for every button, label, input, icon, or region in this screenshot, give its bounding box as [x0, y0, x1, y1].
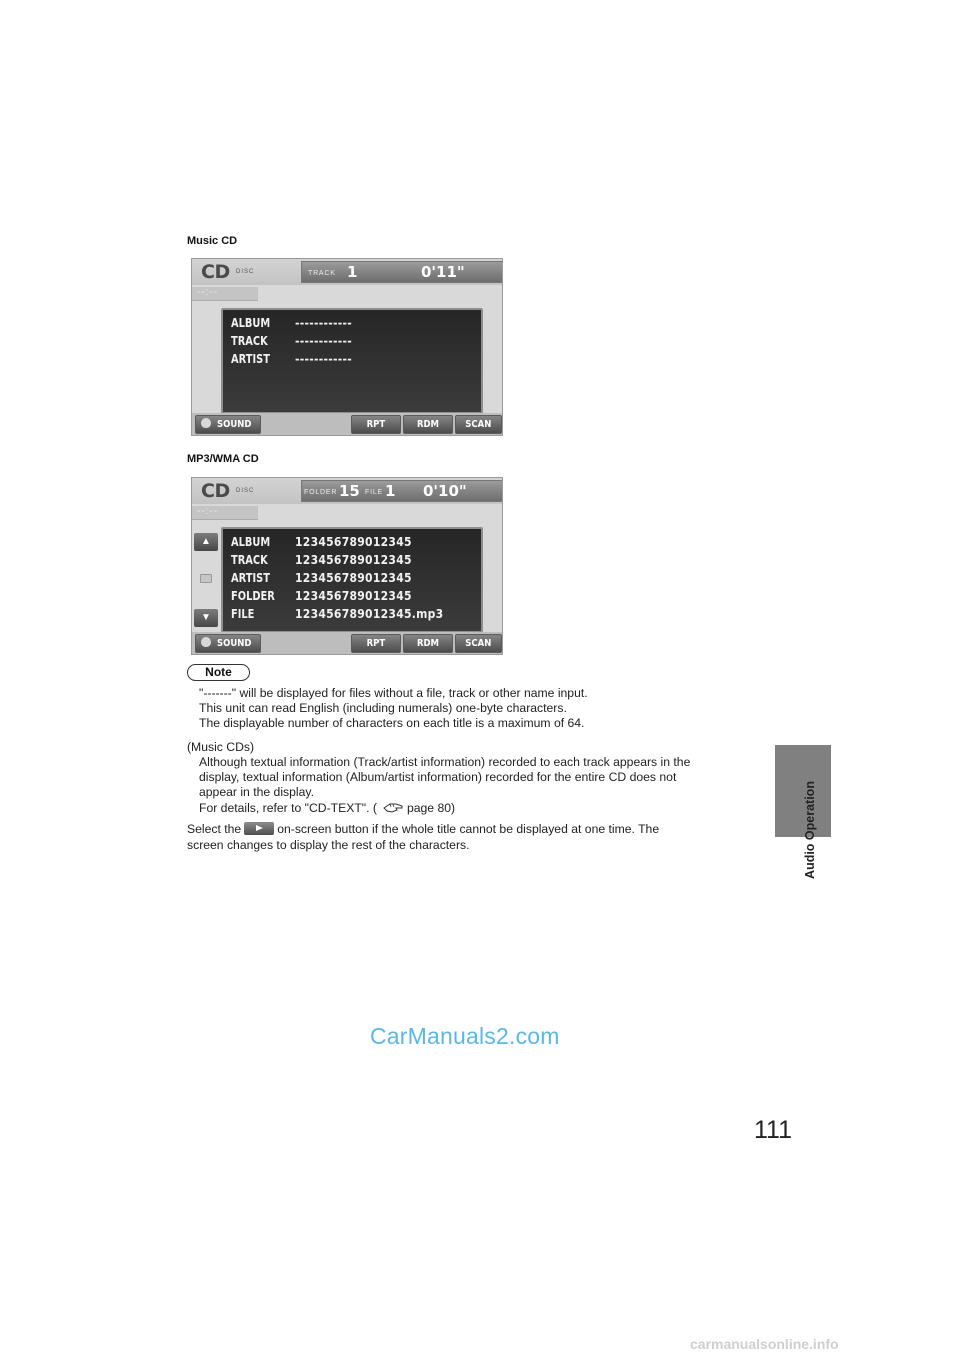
music-cds-heading: (Music CDs) — [187, 740, 255, 754]
music-cds-line: display, textual information (Album/artist information) recorded for the entire CD does not — [199, 770, 677, 784]
cd-logo: CD — [201, 261, 230, 283]
info-row-file: FILE 123456789012345.mp3 — [231, 607, 444, 621]
play-forward-icon — [244, 822, 274, 835]
note-line: This unit can read English (including numerals) one-byte characters. — [199, 701, 567, 715]
info-row-folder: FOLDER 123456789012345 — [231, 589, 412, 603]
text-info-panel — [221, 527, 483, 633]
file-number: 1 — [385, 482, 396, 500]
music-cd-screen — [191, 258, 503, 436]
info-row-album: ALBUM 123456789012345 — [231, 535, 412, 549]
track-label: TRACK — [308, 270, 336, 277]
sound-button[interactable]: SOUND — [195, 415, 261, 434]
info-row-album: ALBUM ------------ — [231, 316, 353, 330]
screen-header — [192, 478, 502, 504]
cd-logo: CD — [201, 480, 230, 502]
play-time: 0'11" — [421, 263, 465, 281]
sound-button[interactable]: SOUND — [195, 634, 261, 653]
details-reference: For details, refer to "CD-TEXT". ( page 80) — [199, 801, 456, 815]
sound-icon — [201, 637, 211, 647]
screen-footer — [192, 413, 502, 435]
screen-footer — [192, 632, 502, 654]
play-time: 0'10" — [423, 482, 467, 500]
select-instruction-line2: screen changes to display the rest of the characters. — [187, 838, 470, 852]
clock: --:-- — [197, 287, 219, 298]
page-number: 111 — [754, 1116, 793, 1144]
file-label: FILE — [365, 489, 383, 496]
info-row-track: TRACK 123456789012345 — [231, 553, 412, 567]
disc-label: DISC — [236, 269, 255, 275]
info-row-artist: ARTIST 123456789012345 — [231, 571, 412, 585]
reference-hand-icon — [383, 802, 403, 813]
scan-button[interactable]: SCAN — [455, 415, 502, 434]
rdm-button[interactable]: RDM — [403, 634, 453, 653]
disc-label: DISC — [236, 488, 255, 494]
sound-icon — [201, 418, 211, 428]
note-line: "-------" will be displayed for files without a file, track or other name input. — [199, 686, 588, 700]
mp3-cd-caption: MP3/WMA CD — [187, 453, 259, 465]
track-number: 1 — [347, 263, 358, 281]
music-cds-line: Although textual information (Track/artist information) recorded to each track appears in the — [199, 755, 691, 769]
scroll-down-button[interactable]: ▼ — [194, 609, 218, 627]
info-row-track: TRACK ------------ — [231, 334, 353, 348]
folder-number: 15 — [339, 482, 360, 500]
rpt-button[interactable]: RPT — [351, 415, 401, 434]
watermark-carmanualsonline: carmanualsonline.info — [690, 1336, 839, 1352]
info-row-artist: ARTIST ------------ — [231, 352, 353, 366]
text-info-panel — [221, 308, 483, 414]
scroll-up-button[interactable]: ▲ — [194, 533, 218, 551]
folder-icon — [200, 574, 212, 583]
watermark-carmanuals2: CarManuals2.com — [370, 1023, 560, 1049]
clock-bar — [192, 506, 258, 520]
clock: --:-- — [197, 506, 219, 517]
select-instruction: Select the on-screen button if the whole title cannot be displayed at one time. The — [187, 822, 660, 836]
track-info-bar — [301, 261, 503, 283]
screen-header — [192, 259, 502, 285]
rpt-button[interactable]: RPT — [351, 634, 401, 653]
scan-button[interactable]: SCAN — [455, 634, 502, 653]
note-badge: Note — [187, 664, 250, 681]
clock-bar — [192, 287, 258, 301]
folder-label: FOLDER — [304, 489, 338, 496]
mp3-cd-screen — [191, 477, 503, 655]
rdm-button[interactable]: RDM — [403, 415, 453, 434]
music-cds-line: appear in the display. — [199, 785, 314, 799]
note-line: The displayable number of characters on each title is a maximum of 64. — [199, 716, 585, 730]
file-info-bar — [301, 480, 503, 502]
section-label: Audio Operation — [803, 781, 817, 879]
music-cd-caption: Music CD — [187, 235, 238, 247]
